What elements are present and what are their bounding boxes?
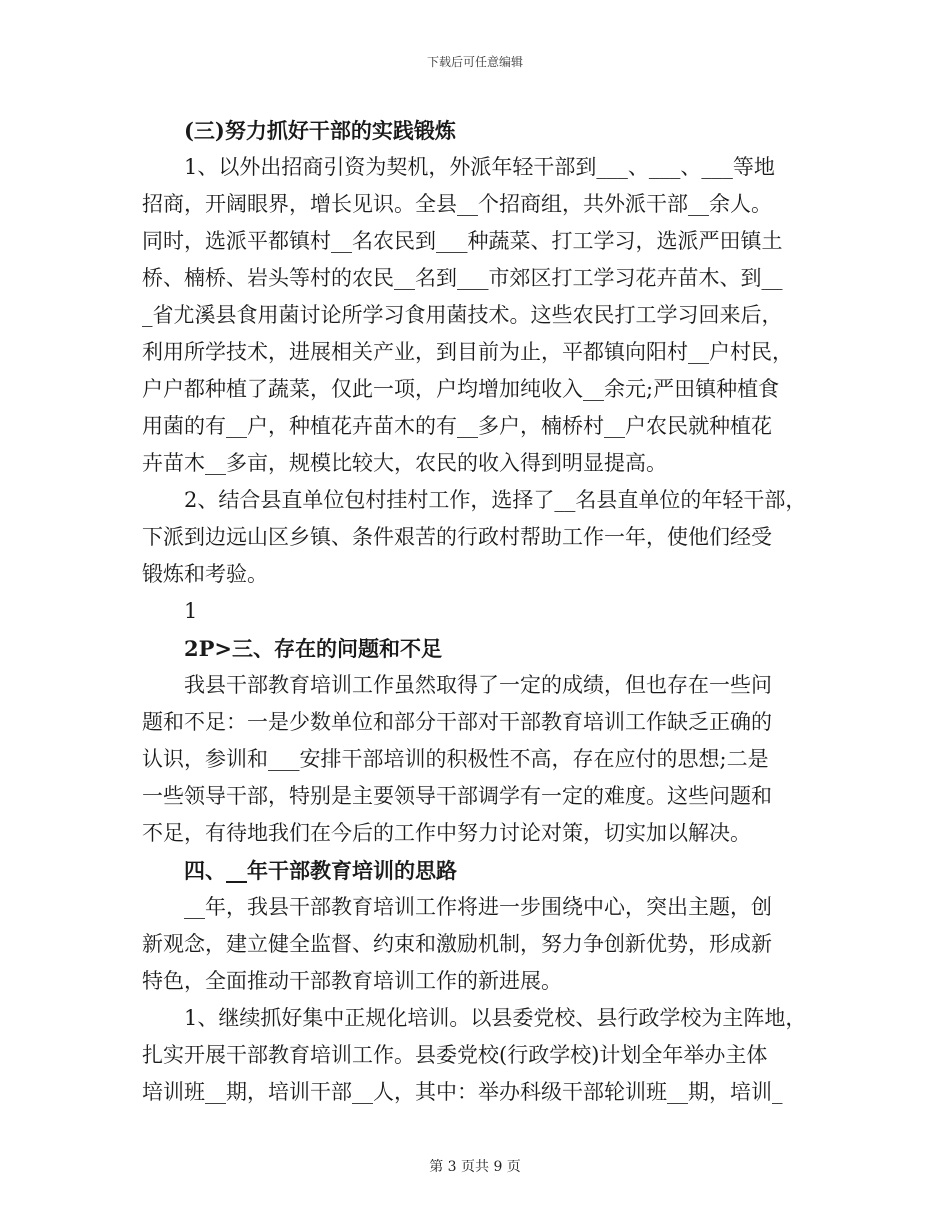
document-body: [142, 112, 814, 1111]
paragraph-line: __年，我县干部教育培训工作将进一步围绕中心，突出主题，创: [184, 895, 772, 919]
paragraph-line: 一些领导干部，特别是主要领导干部调学有一定的难度。这些问题和: [142, 784, 772, 808]
paragraph-line: 题和不足：一是少数单位和部分干部对干部教育培训工作缺乏正确的: [142, 710, 772, 734]
page-footer: 第 3 页共 9 页: [429, 1159, 521, 1175]
paragraph-line: 锻炼和考验。: [142, 562, 268, 586]
paragraph-line: 扎实开展干部教育培训工作。县委党校(行政学校)计划全年举办主体: [142, 1043, 768, 1067]
paragraph-line: 户户都种植了蔬菜，仅此一项，户均增加纯收入__余元;严田镇种植食: [142, 377, 780, 401]
paragraph-line: 认识，参训和___安排干部培训的积极性不高，存在应付的思想;二是: [142, 747, 769, 771]
paragraph-line: 新观念，建立健全监督、约束和激励机制，努力争创新优势，形成新: [142, 932, 772, 956]
paragraph-line: 2、结合县直单位包村挂村工作，选择了__名县直单位的年轻干部，: [184, 488, 807, 512]
paragraph-line: 我县干部教育培训工作虽然取得了一定的成绩，但也存在一些问: [184, 673, 772, 697]
paragraph-line: 卉苗木__多亩，规模比较大，农民的收入得到明显提高。: [142, 451, 667, 475]
paragraph-line: 培训班__期，培训干部__人，其中：举办科级干部轮训班__期，培训_: [142, 1080, 783, 1104]
paragraph-line: 不足，有待地我们在今后的工作中努力讨论对策，切实加以解决。: [142, 821, 751, 845]
section-heading: 2P>三、存在的问题和不足: [184, 636, 442, 661]
paragraph-line: _省尤溪县食用菌讨论所学习食用菌技术。这些农民打工学习回来后，: [142, 303, 783, 327]
paragraph-line: 用菌的有__户，种植花卉苗木的有__多户，楠桥村__户农民就种植花: [142, 414, 772, 438]
section-heading: 四、__年干部教育培训的思路: [184, 858, 457, 883]
paragraph-line: 招商，开阔眼界，增长见识。全县__个招商组，共外派干部__余人。: [142, 192, 772, 216]
paragraph-line: 同时，选派平都镇村__名农民到___种蔬菜、打工学习，选派严田镇土: [142, 229, 783, 253]
paragraph-line: 1、以外出招商引资为契机，外派年轻干部到___、___、___等地: [184, 155, 775, 179]
section-heading: (三)努力抓好干部的实践锻炼: [184, 118, 456, 143]
header-note: 下载后可任意编辑: [426, 55, 523, 69]
page-marker: 1: [184, 599, 198, 623]
paragraph-line: 利用所学技术，进展相关产业，到目前为止，平都镇向阳村__户村民，: [142, 340, 793, 364]
paragraph-line: 桥、楠桥、岩头等村的农民__名到___市郊区打工学习花卉苗木、到__: [142, 266, 783, 290]
paragraph-line: 1、继续抓好集中正规化培训。以县委党校、县行政学校为主阵地，: [184, 1006, 807, 1030]
paragraph-line: 下派到边远山区乡镇、条件艰苦的行政村帮助工作一年，使他们经受: [142, 525, 772, 549]
paragraph-line: 特色，全面推动干部教育培训工作的新进展。: [142, 969, 562, 993]
